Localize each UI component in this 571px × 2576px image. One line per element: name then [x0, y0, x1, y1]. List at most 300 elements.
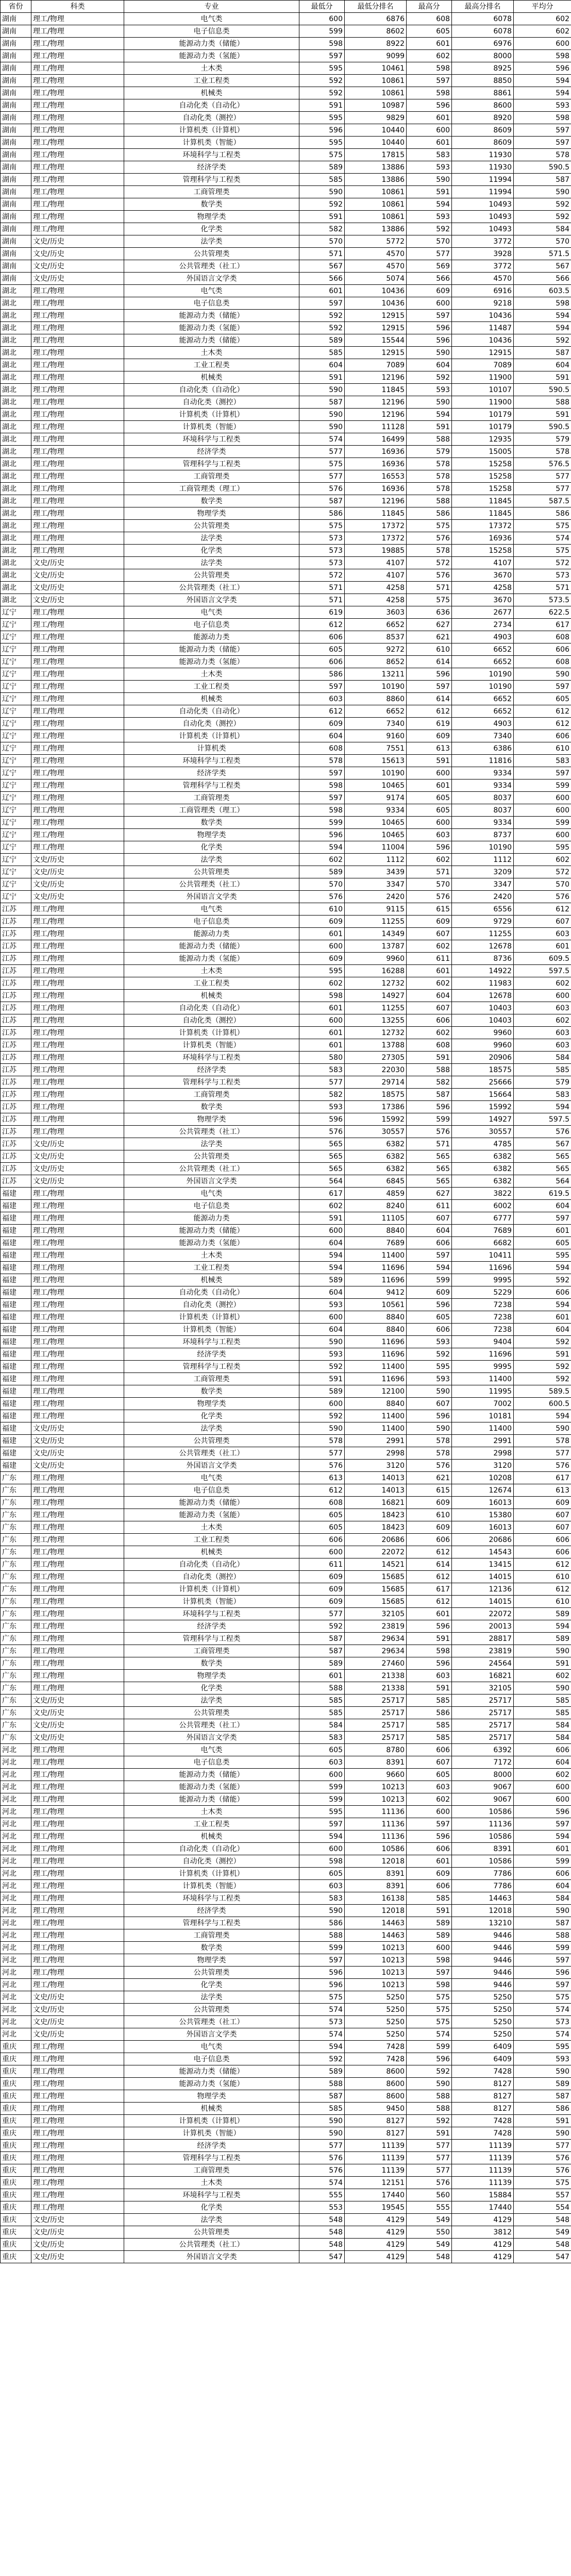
cell-province: 河北	[1, 2004, 31, 2016]
cell-max-score: 592	[407, 223, 452, 235]
cell-major: 自动化类（自动化）	[124, 1286, 299, 1299]
cell-province: 辽宁	[1, 792, 31, 804]
cell-province: 湖南	[1, 124, 31, 137]
table-row	[1, 1843, 571, 1855]
table-row	[1, 730, 571, 742]
cell-province: 河北	[1, 1967, 31, 1979]
cell-max-score: 612	[407, 1546, 452, 1558]
cell-min-rank: 5250	[345, 1991, 407, 2004]
cell-major: 电子信息类	[124, 2053, 299, 2065]
cell-max-rank: 10493	[452, 223, 514, 235]
cell-max-rank: 12674	[452, 1484, 514, 1497]
cell-max-score: 571	[407, 1138, 452, 1150]
cell-max-rank: 11995	[452, 1385, 514, 1398]
cell-avg-score: 596	[514, 1806, 571, 1818]
cell-province: 福建	[1, 1361, 31, 1373]
cell-min-score: 570	[299, 878, 345, 891]
cell-max-rank: 7238	[452, 1311, 514, 1324]
cell-avg-score: 590	[514, 668, 571, 681]
cell-max-score: 591	[407, 2127, 452, 2140]
cell-major: 物理学类	[124, 2090, 299, 2103]
cell-max-score: 578	[407, 1447, 452, 1460]
cell-max-rank: 6392	[452, 1744, 514, 1756]
cell-major: 计算机类（智能）	[124, 421, 299, 433]
cell-max-score: 606	[407, 1014, 452, 1027]
cell-avg-score: 603	[514, 1027, 571, 1039]
cell-min-score: 605	[299, 1509, 345, 1521]
cell-major: 能源动力类（氢能）	[124, 656, 299, 668]
cell-max-score: 599	[407, 1113, 452, 1126]
cell-category: 理工/物理	[31, 359, 124, 371]
cell-province: 湖北	[1, 594, 31, 606]
cell-category: 理工/物理	[31, 384, 124, 396]
cell-province: 湖北	[1, 371, 31, 384]
cell-avg-score: 590	[514, 186, 571, 198]
cell-min-score: 595	[299, 1806, 345, 1818]
cell-min-rank: 25717	[345, 1694, 407, 1707]
table-row	[1, 1954, 571, 1967]
cell-major: 环境科学与工程类	[124, 1892, 299, 1905]
cell-major: 公共管理类（社工）	[124, 260, 299, 273]
cell-min-rank: 10213	[345, 1979, 407, 1991]
cell-avg-score: 604	[514, 1324, 571, 1336]
cell-avg-score: 592	[514, 1373, 571, 1385]
cell-min-rank: 7428	[345, 2053, 407, 2065]
cell-avg-score: 609	[514, 1497, 571, 1509]
cell-category: 理工/物理	[31, 1126, 124, 1138]
cell-max-score: 577	[407, 2152, 452, 2164]
cell-max-rank: 11900	[452, 371, 514, 384]
cell-min-score: 597	[299, 50, 345, 62]
cell-category: 理工/物理	[31, 1954, 124, 1967]
table-row	[1, 1385, 571, 1398]
cell-min-score: 609	[299, 916, 345, 928]
cell-min-score: 588	[299, 1929, 345, 1942]
cell-max-score: 609	[407, 730, 452, 742]
cell-max-score: 601	[407, 1855, 452, 1868]
cell-province: 江苏	[1, 953, 31, 965]
cell-max-score: 599	[407, 2041, 452, 2053]
table-row	[1, 223, 571, 235]
cell-category: 理工/物理	[31, 841, 124, 854]
cell-major: 工商管理类	[124, 470, 299, 483]
cell-max-rank: 6652	[452, 693, 514, 705]
cell-min-rank: 3120	[345, 1460, 407, 1472]
cell-min-rank: 15685	[345, 1571, 407, 1583]
table-row	[1, 891, 571, 903]
cell-province: 江苏	[1, 977, 31, 990]
cell-min-rank: 4107	[345, 569, 407, 582]
cell-max-score: 576	[407, 891, 452, 903]
cell-max-rank: 7340	[452, 730, 514, 742]
header-major: 专业	[124, 1, 299, 13]
cell-avg-score: 597.5	[514, 1113, 571, 1126]
cell-major: 管理科学与工程类	[124, 1633, 299, 1645]
cell-min-score: 597	[299, 681, 345, 693]
table-row	[1, 310, 571, 322]
cell-province: 辽宁	[1, 804, 31, 817]
cell-min-rank: 8240	[345, 1200, 407, 1212]
table-row	[1, 1732, 571, 1744]
cell-avg-score: 590	[514, 2127, 571, 2140]
cell-min-rank: 11845	[345, 384, 407, 396]
table-row	[1, 779, 571, 792]
cell-category: 理工/物理	[31, 1311, 124, 1324]
cell-avg-score: 578	[514, 446, 571, 458]
cell-avg-score: 603	[514, 1002, 571, 1014]
cell-avg-score: 575	[514, 545, 571, 557]
table-row	[1, 1855, 571, 1868]
cell-major: 自动化类（自动化）	[124, 1002, 299, 1014]
cell-min-rank: 11696	[345, 1348, 407, 1361]
cell-avg-score: 591	[514, 409, 571, 421]
cell-min-rank: 25717	[345, 1732, 407, 1744]
cell-max-rank: 5250	[452, 2004, 514, 2016]
cell-max-rank: 6682	[452, 1237, 514, 1249]
cell-max-score: 597	[407, 75, 452, 87]
cell-major: 能源动力类（储能）	[124, 334, 299, 347]
cell-min-score: 571	[299, 248, 345, 260]
cell-min-score: 597	[299, 1818, 345, 1831]
cell-min-rank: 18575	[345, 1089, 407, 1101]
cell-max-score: 591	[407, 1905, 452, 1917]
cell-province: 辽宁	[1, 705, 31, 718]
cell-min-rank: 8922	[345, 38, 407, 50]
table-row	[1, 681, 571, 693]
cell-avg-score: 571	[514, 582, 571, 594]
cell-min-score: 589	[299, 161, 345, 174]
cell-major: 电气类	[124, 1744, 299, 1756]
cell-major: 经济学类	[124, 1620, 299, 1633]
cell-min-score: 600	[299, 13, 345, 25]
cell-province: 辽宁	[1, 631, 31, 643]
cell-province: 辽宁	[1, 755, 31, 767]
cell-max-score: 627	[407, 1188, 452, 1200]
cell-min-score: 591	[299, 1212, 345, 1225]
cell-avg-score: 600	[514, 38, 571, 50]
cell-max-rank: 4785	[452, 1138, 514, 1150]
cell-avg-score: 619.5	[514, 1188, 571, 1200]
cell-min-rank: 6382	[345, 1150, 407, 1163]
cell-min-rank: 14927	[345, 990, 407, 1002]
cell-min-rank: 5074	[345, 273, 407, 285]
cell-max-rank: 23819	[452, 1645, 514, 1657]
cell-max-score: 595	[407, 1361, 452, 1373]
cell-province: 江苏	[1, 1076, 31, 1089]
cell-province: 福建	[1, 1274, 31, 1286]
cell-major: 公共管理类	[124, 248, 299, 260]
table-row	[1, 1311, 571, 1324]
cell-min-rank: 11400	[345, 1422, 407, 1435]
cell-major: 公共管理类（社工）	[124, 1126, 299, 1138]
cell-min-rank: 4258	[345, 582, 407, 594]
table-row	[1, 1744, 571, 1756]
cell-major: 电子信息类	[124, 1484, 299, 1497]
table-row	[1, 903, 571, 916]
cell-category: 文史/历史	[31, 1447, 124, 1460]
cell-province: 江苏	[1, 1027, 31, 1039]
cell-max-score: 578	[407, 458, 452, 470]
cell-min-score: 603	[299, 1880, 345, 1892]
cell-major: 法学类	[124, 854, 299, 866]
cell-avg-score: 585	[514, 1707, 571, 1719]
cell-min-rank: 8602	[345, 25, 407, 38]
cell-max-score: 609	[407, 916, 452, 928]
table-row	[1, 1076, 571, 1089]
table-row	[1, 2103, 571, 2115]
cell-major: 物理学类	[124, 507, 299, 520]
cell-max-score: 588	[407, 2090, 452, 2103]
cell-min-score: 606	[299, 1534, 345, 1546]
cell-min-rank: 16936	[345, 446, 407, 458]
cell-min-score: 548	[299, 2239, 345, 2251]
cell-min-score: 612	[299, 619, 345, 631]
cell-avg-score: 595	[514, 841, 571, 854]
cell-category: 理工/物理	[31, 223, 124, 235]
cell-category: 理工/物理	[31, 1583, 124, 1596]
cell-province: 河北	[1, 1880, 31, 1892]
cell-avg-score: 602	[514, 1769, 571, 1781]
cell-max-rank: 8037	[452, 792, 514, 804]
cell-max-rank: 22072	[452, 1608, 514, 1620]
cell-max-rank: 2734	[452, 619, 514, 631]
cell-category: 理工/物理	[31, 1979, 124, 1991]
cell-avg-score: 548	[514, 2214, 571, 2226]
cell-max-rank: 6078	[452, 13, 514, 25]
cell-avg-score: 585	[514, 1064, 571, 1076]
cell-major: 物理学类	[124, 1670, 299, 1682]
cell-avg-score: 607	[514, 1509, 571, 1521]
cell-category: 理工/物理	[31, 1064, 124, 1076]
cell-max-rank: 11139	[452, 2164, 514, 2177]
cell-min-rank: 10465	[345, 779, 407, 792]
cell-max-score: 600	[407, 297, 452, 310]
cell-category: 理工/物理	[31, 1299, 124, 1311]
cell-min-score: 590	[299, 1336, 345, 1348]
cell-category: 文史/历史	[31, 1163, 124, 1175]
cell-max-rank: 7786	[452, 1868, 514, 1880]
cell-min-score: 596	[299, 1113, 345, 1126]
cell-province: 福建	[1, 1212, 31, 1225]
cell-max-score: 591	[407, 1052, 452, 1064]
cell-province: 湖南	[1, 62, 31, 75]
cell-avg-score: 576	[514, 1126, 571, 1138]
cell-max-score: 550	[407, 2226, 452, 2239]
cell-min-score: 577	[299, 446, 345, 458]
cell-province: 重庆	[1, 2078, 31, 2090]
cell-max-score: 596	[407, 334, 452, 347]
cell-min-score: 585	[299, 1694, 345, 1707]
table-row	[1, 1447, 571, 1460]
header-min-rank: 最低分排名	[345, 1, 407, 13]
table-row	[1, 409, 571, 421]
cell-max-rank: 25717	[452, 1694, 514, 1707]
cell-major: 自动化类（测控）	[124, 1014, 299, 1027]
cell-avg-score: 574	[514, 2004, 571, 2016]
table-row	[1, 582, 571, 594]
cell-major: 能源动力类（储能）	[124, 940, 299, 953]
cell-min-rank: 17815	[345, 149, 407, 161]
cell-category: 理工/物理	[31, 829, 124, 841]
cell-max-score: 598	[407, 87, 452, 99]
cell-min-rank: 12915	[345, 310, 407, 322]
table-row	[1, 137, 571, 149]
cell-min-score: 598	[299, 779, 345, 792]
table-row	[1, 545, 571, 557]
cell-min-score: 583	[299, 1732, 345, 1744]
cell-min-score: 598	[299, 804, 345, 817]
cell-province: 福建	[1, 1336, 31, 1348]
cell-max-rank: 20906	[452, 1052, 514, 1064]
table-row	[1, 1002, 571, 1014]
cell-min-score: 612	[299, 1484, 345, 1497]
cell-min-rank: 14463	[345, 1917, 407, 1929]
cell-province: 江苏	[1, 990, 31, 1002]
table-row	[1, 742, 571, 755]
cell-province: 福建	[1, 1460, 31, 1472]
cell-min-score: 582	[299, 1089, 345, 1101]
cell-min-rank: 29634	[345, 1633, 407, 1645]
cell-category: 文史/历史	[31, 891, 124, 903]
cell-max-score: 597	[407, 1818, 452, 1831]
cell-min-score: 597	[299, 297, 345, 310]
cell-max-rank: 6409	[452, 2053, 514, 2065]
cell-avg-score: 595	[514, 1249, 571, 1262]
table-row	[1, 1596, 571, 1608]
cell-avg-score: 606	[514, 1868, 571, 1880]
cell-category: 文史/历史	[31, 1460, 124, 1472]
table-row	[1, 1818, 571, 1831]
cell-max-rank: 11139	[452, 2177, 514, 2189]
cell-category: 理工/物理	[31, 1905, 124, 1917]
cell-max-score: 590	[407, 174, 452, 186]
cell-max-score: 597	[407, 1249, 452, 1262]
cell-min-score: 604	[299, 1286, 345, 1299]
table-row	[1, 470, 571, 483]
cell-max-score: 569	[407, 260, 452, 273]
cell-avg-score: 594	[514, 75, 571, 87]
cell-max-rank: 8600	[452, 99, 514, 112]
cell-min-rank: 13787	[345, 940, 407, 953]
cell-min-score: 592	[299, 1620, 345, 1633]
cell-major: 经济学类	[124, 2140, 299, 2152]
cell-max-rank: 7172	[452, 1756, 514, 1769]
cell-max-score: 598	[407, 1979, 452, 1991]
cell-avg-score: 597	[514, 681, 571, 693]
cell-province: 河北	[1, 1769, 31, 1781]
cell-category: 理工/物理	[31, 2164, 124, 2177]
cell-province: 福建	[1, 1286, 31, 1299]
cell-major: 自动化类（自动化）	[124, 1843, 299, 1855]
table-row	[1, 396, 571, 409]
cell-category: 文史/历史	[31, 594, 124, 606]
cell-avg-score: 592	[514, 334, 571, 347]
cell-major: 计算机类（计算机）	[124, 1027, 299, 1039]
cell-avg-score: 594	[514, 322, 571, 334]
table-row	[1, 1620, 571, 1633]
cell-province: 重庆	[1, 2053, 31, 2065]
cell-category: 理工/物理	[31, 619, 124, 631]
cell-max-rank: 10190	[452, 668, 514, 681]
cell-province: 湖南	[1, 38, 31, 50]
table-row	[1, 1694, 571, 1707]
cell-min-score: 590	[299, 384, 345, 396]
cell-max-score: 592	[407, 1348, 452, 1361]
cell-avg-score: 587.5	[514, 495, 571, 507]
cell-min-score: 591	[299, 1373, 345, 1385]
cell-min-rank: 11696	[345, 1373, 407, 1385]
cell-min-score: 577	[299, 1447, 345, 1460]
cell-major: 法学类	[124, 1694, 299, 1707]
cell-min-rank: 10213	[345, 1942, 407, 1954]
cell-min-rank: 13886	[345, 161, 407, 174]
table-row	[1, 186, 571, 198]
cell-max-rank: 8850	[452, 75, 514, 87]
cell-max-rank: 7002	[452, 1398, 514, 1410]
table-row	[1, 75, 571, 87]
cell-max-score: 597	[407, 681, 452, 693]
cell-min-score: 597	[299, 767, 345, 779]
cell-max-rank: 10190	[452, 681, 514, 693]
cell-category: 理工/物理	[31, 1769, 124, 1781]
cell-min-score: 590	[299, 421, 345, 433]
cell-max-score: 590	[407, 1385, 452, 1398]
cell-max-score: 592	[407, 371, 452, 384]
cell-category: 文史/历史	[31, 235, 124, 248]
cell-major: 物理学类	[124, 829, 299, 841]
cell-min-rank: 10586	[345, 1843, 407, 1855]
cell-category: 理工/物理	[31, 1831, 124, 1843]
cell-min-rank: 11400	[345, 1361, 407, 1373]
cell-major: 能源动力类（氢能）	[124, 953, 299, 965]
cell-avg-score: 612	[514, 903, 571, 916]
cell-major: 能源动力类（氢能）	[124, 1509, 299, 1521]
cell-province: 广东	[1, 1732, 31, 1744]
table-row	[1, 1286, 571, 1299]
cell-avg-score: 577	[514, 1447, 571, 1460]
cell-province: 河北	[1, 1744, 31, 1756]
cell-major: 外国语言文学类	[124, 1732, 299, 1744]
cell-avg-score: 608	[514, 656, 571, 668]
cell-avg-score: 587	[514, 174, 571, 186]
cell-max-rank: 8000	[452, 50, 514, 62]
cell-category: 理工/物理	[31, 532, 124, 545]
cell-min-rank: 8840	[345, 1225, 407, 1237]
cell-max-rank: 10586	[452, 1806, 514, 1818]
table-row	[1, 1262, 571, 1274]
cell-max-score: 593	[407, 161, 452, 174]
cell-max-rank: 4258	[452, 582, 514, 594]
cell-major: 外国语言文学类	[124, 1460, 299, 1472]
cell-min-rank: 8127	[345, 2127, 407, 2140]
cell-major: 经济学类	[124, 767, 299, 779]
table-row	[1, 161, 571, 174]
cell-min-rank: 21338	[345, 1682, 407, 1694]
cell-max-rank: 11255	[452, 928, 514, 940]
cell-min-rank: 16138	[345, 1892, 407, 1905]
cell-min-rank: 3439	[345, 866, 407, 878]
cell-min-rank: 9174	[345, 792, 407, 804]
cell-province: 江苏	[1, 940, 31, 953]
cell-avg-score: 566	[514, 273, 571, 285]
cell-min-rank: 21338	[345, 1670, 407, 1682]
cell-max-score: 603	[407, 1781, 452, 1793]
cell-avg-score: 606	[514, 1534, 571, 1546]
cell-max-rank: 4129	[452, 2239, 514, 2251]
cell-major: 经济学类	[124, 446, 299, 458]
table-row	[1, 62, 571, 75]
cell-major: 能源动力类（储能）	[124, 1225, 299, 1237]
